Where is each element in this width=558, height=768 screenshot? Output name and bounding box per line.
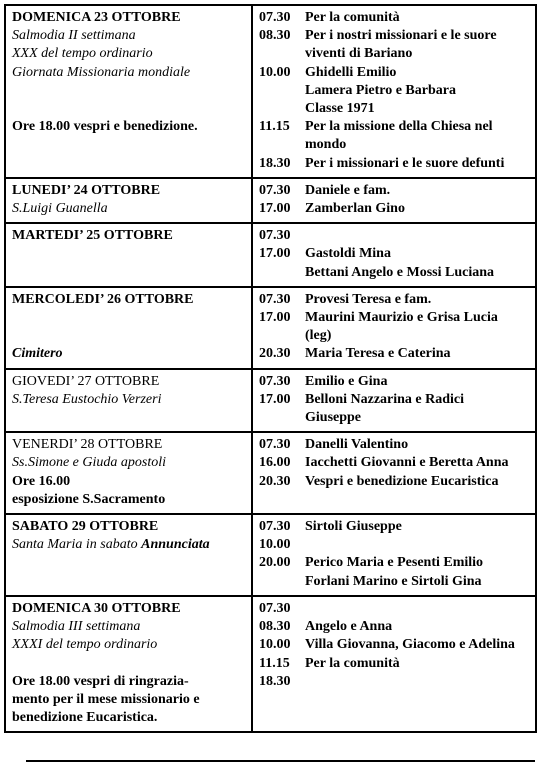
mass-intention: Daniele e fam. xyxy=(305,182,391,198)
mass-intention-cont: viventi di Bariano xyxy=(305,46,413,62)
mass-list xyxy=(252,514,536,596)
mass-entry xyxy=(259,536,530,554)
mass-entry xyxy=(259,618,530,636)
mass-time: 08.30 xyxy=(259,619,291,635)
mass-list xyxy=(252,5,536,178)
day-note-highlight: Annunciata xyxy=(141,537,210,553)
day-note: XXX del tempo ordinario xyxy=(12,46,153,62)
mass-intention-cont: Bettani Angelo e Mossi Luciana xyxy=(305,264,495,280)
mass-time: 07.30 xyxy=(259,182,291,198)
day-info xyxy=(5,223,252,287)
day-extra: benedizione Eucaristica. xyxy=(12,709,158,725)
day-row xyxy=(5,514,536,596)
mass-list xyxy=(252,287,536,369)
mass-time: 20.30 xyxy=(259,346,291,362)
mass-entry xyxy=(259,227,530,245)
mass-intention: Gastoldi Mina xyxy=(305,246,391,262)
mass-intention: Emilio e Gina xyxy=(305,373,388,389)
day-title: GIOVEDI’ 27 OTTOBRE xyxy=(12,373,160,389)
mass-intention xyxy=(305,536,530,554)
day-note: Ss.Simone e Giuda apostoli xyxy=(12,455,166,471)
day-title: LUNEDI’ 24 OTTOBRE xyxy=(12,182,161,198)
day-row xyxy=(5,223,536,287)
mass-time: 07.30 xyxy=(259,291,291,307)
mass-time: 10.00 xyxy=(259,537,291,553)
day-info xyxy=(5,287,252,369)
mass-intention: Maria Teresa e Caterina xyxy=(305,346,451,362)
mass-entry xyxy=(259,291,530,309)
mass-intention: Danelli Valentino xyxy=(305,437,409,453)
day-row xyxy=(5,596,536,732)
mass-intention xyxy=(305,673,530,691)
day-extra: Ore 16.00 xyxy=(12,473,71,489)
day-row xyxy=(5,178,536,223)
mass-intention-cont: (leg) xyxy=(305,328,332,344)
mass-time: 07.30 xyxy=(259,600,291,616)
mass-intention: Villa Giovanna, Giacomo e Adelina xyxy=(305,637,515,653)
mass-entry xyxy=(259,636,530,654)
mass-entry xyxy=(259,391,530,409)
day-extra: esposizione S.Sacramento xyxy=(12,491,166,507)
mass-entry xyxy=(259,345,530,363)
mass-time: 07.30 xyxy=(259,10,291,25)
mass-intention: Angelo e Anna xyxy=(305,619,393,635)
mass-intention-cont: Giuseppe xyxy=(305,410,362,426)
mass-entry xyxy=(259,200,530,218)
day-note: Salmodia II settimana xyxy=(12,28,136,44)
day-info xyxy=(5,514,252,596)
mass-time: 07.30 xyxy=(259,228,291,244)
mass-list xyxy=(252,596,536,732)
day-title: MERCOLEDI’ 26 OTTOBRE xyxy=(12,291,194,307)
mass-list xyxy=(252,369,536,433)
day-title: SABATO 29 OTTOBRE xyxy=(12,519,159,535)
bottom-rule xyxy=(26,760,535,762)
day-note: S.Teresa Eustochio Verzeri xyxy=(12,391,162,407)
mass-intention: Zamberlan Gino xyxy=(305,201,405,217)
day-title: DOMENICA 30 OTTOBRE xyxy=(12,600,181,616)
mass-intention xyxy=(305,600,530,618)
mass-entry xyxy=(259,64,530,82)
mass-intention-cont: Forlani Marino e Sirtoli Gina xyxy=(305,573,482,589)
day-extra: Ore 18.00 vespri e benedizione. xyxy=(12,118,198,134)
mass-time: 20.30 xyxy=(259,473,291,489)
day-note: XXXI del tempo ordinario xyxy=(12,637,158,653)
day-note-line xyxy=(12,536,246,554)
mass-intention: Per la missione della Chiesa nel xyxy=(305,119,493,135)
mass-entry xyxy=(259,554,530,572)
mass-time: 17.00 xyxy=(259,310,291,326)
mass-entry xyxy=(259,600,530,618)
mass-time: 10.00 xyxy=(259,637,291,653)
mass-time: 07.30 xyxy=(259,373,291,389)
day-info xyxy=(5,596,252,732)
mass-entry xyxy=(259,518,530,536)
mass-entry xyxy=(259,473,530,491)
mass-time: 16.00 xyxy=(259,455,291,471)
mass-entry xyxy=(259,245,530,263)
mass-entry xyxy=(259,673,530,691)
day-info xyxy=(5,178,252,223)
mass-intention: Ghidelli Emilio xyxy=(305,64,397,80)
mass-entry xyxy=(259,182,530,200)
mass-time: 18.30 xyxy=(259,155,291,171)
day-extra: mento per il mese missionario e xyxy=(12,691,200,707)
mass-entry xyxy=(259,655,530,673)
mass-intention: Sirtoli Giuseppe xyxy=(305,519,402,535)
day-info xyxy=(5,5,252,178)
mass-entry xyxy=(259,27,530,45)
mass-list xyxy=(252,178,536,223)
day-info xyxy=(5,432,252,514)
mass-entry xyxy=(259,454,530,472)
mass-schedule-table xyxy=(4,4,537,733)
mass-intention-cont: Lamera Pietro e Barbara xyxy=(305,82,456,98)
mass-intention-cont: mondo xyxy=(305,137,347,153)
day-note: Salmodia III settimana xyxy=(12,619,141,635)
mass-intention: Provesi Teresa e fam. xyxy=(305,291,432,307)
mass-list xyxy=(252,223,536,287)
mass-intention xyxy=(305,227,530,245)
mass-intention: Belloni Nazzarina e Radici xyxy=(305,391,465,407)
mass-entry xyxy=(259,309,530,327)
mass-time: 17.00 xyxy=(259,201,291,217)
mass-intention: Per i missionari e le suore defunti xyxy=(305,155,505,171)
day-note: Giornata Missionaria mondiale xyxy=(12,64,191,80)
mass-entry xyxy=(259,118,530,136)
mass-entry xyxy=(259,9,530,27)
day-row xyxy=(5,432,536,514)
day-row xyxy=(5,5,536,178)
mass-intention: Per la comunità xyxy=(305,655,400,671)
mass-intention: Per la comunità xyxy=(305,10,400,25)
mass-entry xyxy=(259,155,530,173)
mass-time: 11.15 xyxy=(259,655,290,671)
mass-list xyxy=(252,432,536,514)
day-place: Cimitero xyxy=(12,346,63,362)
mass-intention: Maurini Maurizio e Grisa Lucia xyxy=(305,310,498,326)
mass-time: 11.15 xyxy=(259,119,290,135)
mass-time: 10.00 xyxy=(259,64,291,80)
mass-intention: Vespri e benedizione Eucaristica xyxy=(305,473,499,489)
day-title: MARTEDI’ 25 OTTOBRE xyxy=(12,228,173,244)
day-row xyxy=(5,369,536,433)
mass-time: 17.00 xyxy=(259,391,291,407)
day-note: Santa Maria in sabato xyxy=(12,537,138,553)
mass-entry xyxy=(259,373,530,391)
day-title: VENERDI’ 28 OTTOBRE xyxy=(12,437,163,453)
mass-intention: Per i nostri missionari e le suore xyxy=(305,28,497,44)
mass-entry xyxy=(259,436,530,454)
day-note: S.Luigi Guanella xyxy=(12,201,108,217)
day-info xyxy=(5,369,252,433)
mass-intention: Perico Maria e Pesenti Emilio xyxy=(305,555,484,571)
mass-time: 20.00 xyxy=(259,555,291,571)
day-row xyxy=(5,287,536,369)
mass-intention: Iacchetti Giovanni e Beretta Anna xyxy=(305,455,509,471)
mass-time: 08.30 xyxy=(259,28,291,44)
mass-intention-cont: Classe 1971 xyxy=(305,101,375,117)
day-extra: Ore 18.00 vespri di ringrazia- xyxy=(12,673,189,689)
mass-time: 17.00 xyxy=(259,246,291,262)
day-title: DOMENICA 23 OTTOBRE xyxy=(12,10,181,25)
mass-time: 07.30 xyxy=(259,519,291,535)
mass-time: 18.30 xyxy=(259,673,291,689)
mass-time: 07.30 xyxy=(259,437,291,453)
